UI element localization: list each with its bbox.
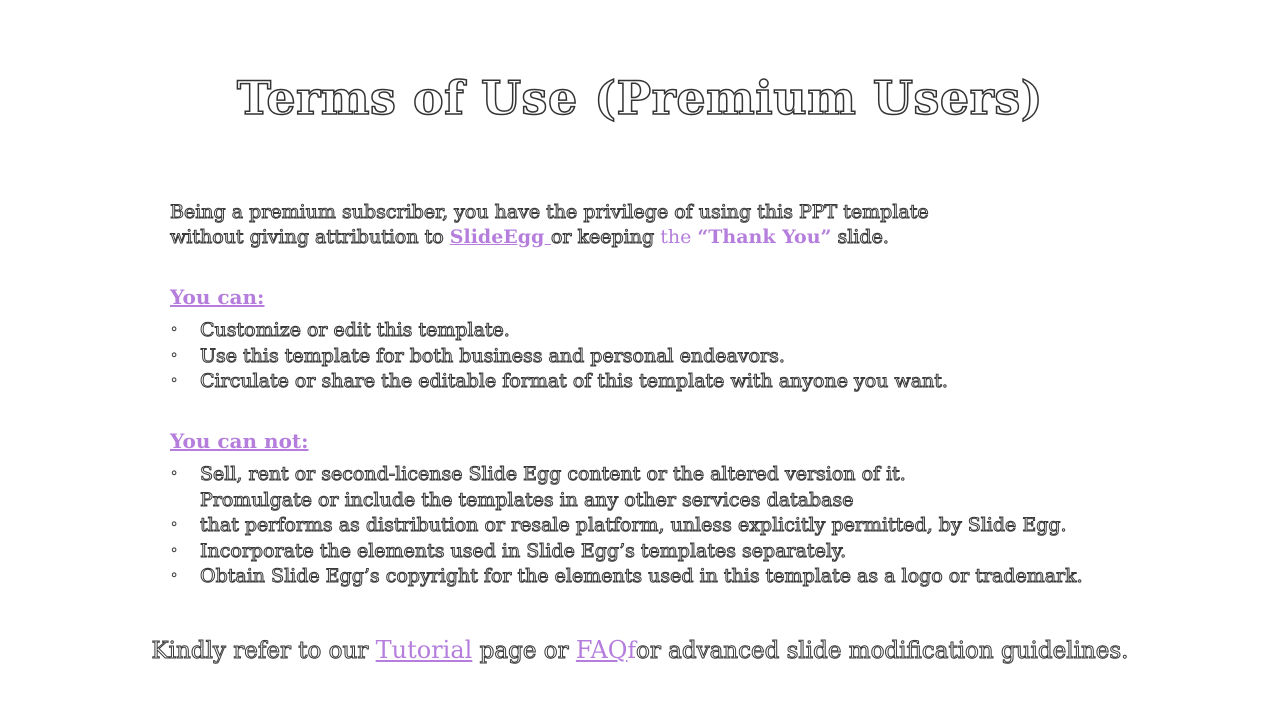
page-title: Terms of Use (Premium Users)	[236, 71, 1044, 125]
list-item-text: Incorporate the elements used in Slide Egg’s templates separately.	[200, 539, 847, 562]
footer-prefix: Kindly refer to our	[151, 638, 376, 664]
list-item	[170, 488, 1120, 514]
intro-paragraph	[170, 200, 1070, 250]
you-can-not-heading: You can not:	[170, 429, 309, 453]
bullet-icon: ◦	[170, 322, 179, 338]
thank-you-slide-text	[660, 226, 831, 248]
you-can-heading: You can:	[170, 285, 265, 309]
list-item-text: Circulate or share the editable format of this template with anyone you want.	[200, 370, 948, 392]
list-item	[170, 539, 1120, 565]
list-item	[170, 564, 1120, 590]
list-item-text: Customize or edit this template.	[200, 319, 510, 341]
list-item	[170, 462, 1120, 488]
bullet-icon: ◦	[170, 568, 179, 584]
intro-line-2-mid: or keeping	[550, 226, 661, 248]
thanks-quote: “Thank You”	[697, 226, 832, 248]
list-item	[170, 513, 1120, 539]
bullet-icon: ◦	[170, 542, 179, 559]
list-item	[170, 369, 1120, 395]
list-item	[170, 318, 1120, 344]
intro-line-1: Being a premium subscriber, you have the privilege of using this PPT template	[170, 201, 929, 223]
list-item-text: Obtain Slide Egg’s copyright for the elements used in this template as a logo or trademark.	[200, 565, 1083, 587]
bullet-icon: ◦	[170, 373, 179, 389]
you-can-list	[170, 318, 1120, 395]
bullet-icon: ◦	[170, 517, 179, 533]
footer-note	[0, 634, 1280, 667]
thanks-prefix: the	[660, 226, 698, 248]
list-item-text: Use this template for both business and personal endeavors.	[200, 344, 785, 367]
list-item	[170, 344, 1120, 370]
list-item-text: Promulgate or include the templates in any other services database	[200, 488, 854, 511]
list-item-text: that performs as distribution or resale platform, unless explicitly permitted, by Slide Egg.	[200, 514, 1067, 536]
faq-link[interactable]: FAQ	[575, 636, 628, 664]
you-can-not-list	[170, 462, 1120, 590]
bullet-icon: ◦	[170, 347, 179, 364]
list-item-text: Sell, rent or second-license Slide Egg content or the altered version of it.	[200, 463, 906, 485]
intro-line-2-suffix: slide.	[831, 226, 889, 248]
bullet-icon: ◦	[170, 466, 179, 482]
intro-line-2-prefix: without giving attribution to	[170, 226, 450, 248]
footer-mid: page or	[472, 638, 576, 664]
slideegg-link[interactable]: SlideEgg	[449, 226, 551, 248]
footer-accent-letter: f	[627, 638, 636, 664]
tutorial-link[interactable]: Tutorial	[375, 636, 473, 664]
footer-suffix: or advanced slide modification guidelines.	[635, 638, 1129, 664]
